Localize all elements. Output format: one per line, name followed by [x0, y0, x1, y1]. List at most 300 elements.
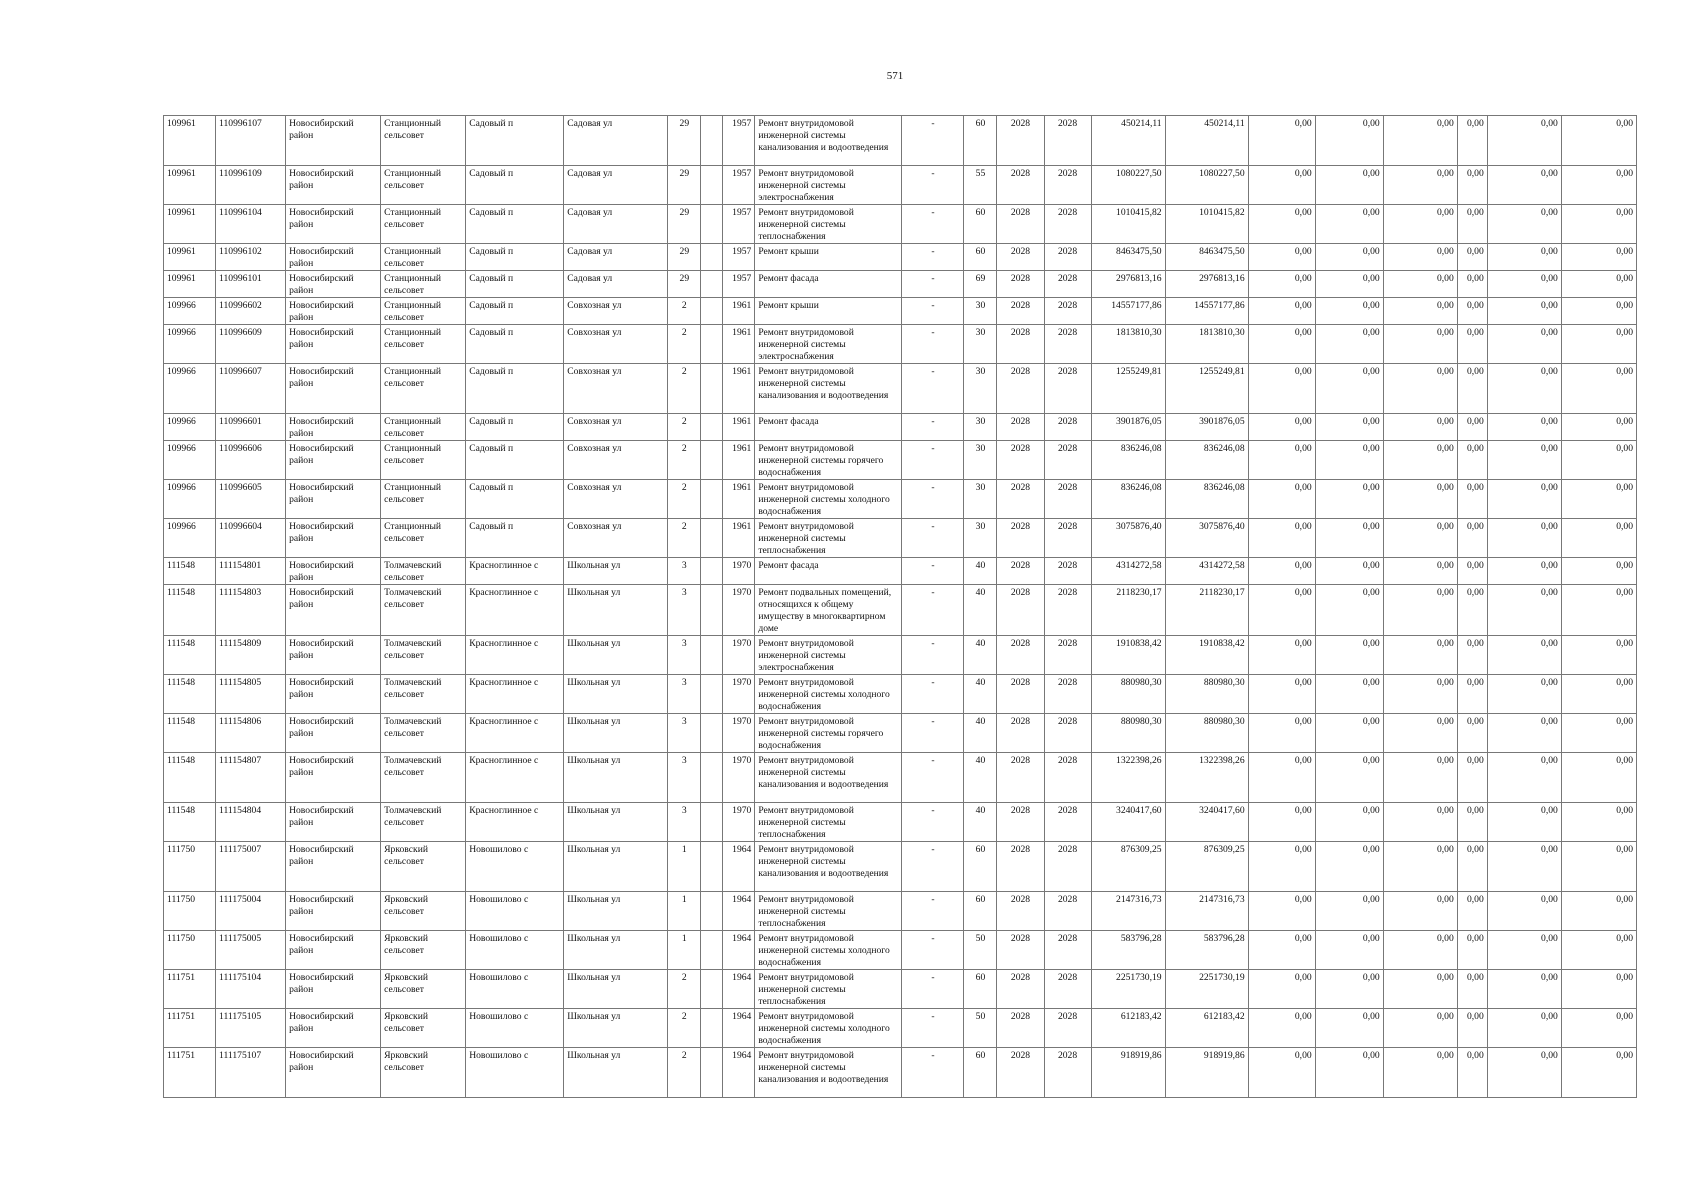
cell-locality: Красноглинное с [466, 675, 564, 714]
cell-value-4: 0,00 [1457, 842, 1487, 892]
table-row [164, 325, 1637, 364]
cell-object-id: 111548 [164, 558, 216, 585]
cell-value-4: 0,00 [1457, 1048, 1487, 1098]
cell-work-type: Ремонт внутридомовой инженерной системы горячего водоснабжения [755, 714, 902, 753]
cell-value-2: 0,00 [1315, 803, 1383, 842]
cell-year: 1957 [723, 244, 755, 271]
cell-value-5: 0,00 [1487, 298, 1561, 325]
cell-district: Новосибирский район [286, 166, 381, 205]
cell-year-end: 2028 [1044, 205, 1091, 244]
cell-sum: 876309,25 [1165, 842, 1248, 892]
cell-object-id: 109966 [164, 519, 216, 558]
cell-year-start: 2028 [997, 519, 1044, 558]
cell-total: 880980,30 [1091, 714, 1165, 753]
table-row [164, 244, 1637, 271]
cell-value-2: 0,00 [1315, 271, 1383, 298]
table-row [164, 441, 1637, 480]
cell-lifespan: 40 [964, 558, 997, 585]
cell-lifespan: 60 [964, 970, 997, 1009]
cell-work-code: 111175004 [216, 892, 286, 931]
cell-street: Садовая ул [564, 166, 668, 205]
cell-district: Новосибирский район [286, 325, 381, 364]
cell-empty [701, 364, 723, 414]
cell-empty [701, 414, 723, 441]
table-row [164, 803, 1637, 842]
cell-council: Станционный сельсовет [381, 364, 466, 414]
cell-value-2: 0,00 [1315, 714, 1383, 753]
cell-total: 3075876,40 [1091, 519, 1165, 558]
cell-year-start: 2028 [997, 441, 1044, 480]
cell-sum: 918919,86 [1165, 1048, 1248, 1098]
cell-dash: - [902, 519, 964, 558]
cell-dash: - [902, 892, 964, 931]
table-row [164, 675, 1637, 714]
cell-locality: Новошилово с [466, 892, 564, 931]
cell-value-6: 0,00 [1561, 753, 1636, 803]
cell-house: 3 [668, 714, 701, 753]
cell-value-3: 0,00 [1383, 116, 1457, 166]
cell-dash: - [902, 558, 964, 585]
cell-dash: - [902, 116, 964, 166]
cell-value-4: 0,00 [1457, 271, 1487, 298]
cell-value-4: 0,00 [1457, 116, 1487, 166]
cell-house: 2 [668, 414, 701, 441]
cell-district: Новосибирский район [286, 480, 381, 519]
cell-street: Садовая ул [564, 116, 668, 166]
cell-value-5: 0,00 [1487, 441, 1561, 480]
cell-sum: 450214,11 [1165, 116, 1248, 166]
cell-value-3: 0,00 [1383, 480, 1457, 519]
cell-dash: - [902, 1048, 964, 1098]
cell-house: 3 [668, 803, 701, 842]
cell-work-code: 111175005 [216, 931, 286, 970]
cell-street: Школьная ул [564, 803, 668, 842]
cell-empty [701, 931, 723, 970]
cell-house: 2 [668, 970, 701, 1009]
cell-house: 1 [668, 892, 701, 931]
cell-value-1: 0,00 [1248, 931, 1315, 970]
cell-locality: Садовый п [466, 364, 564, 414]
cell-value-4: 0,00 [1457, 414, 1487, 441]
cell-lifespan: 40 [964, 636, 997, 675]
cell-value-6: 0,00 [1561, 585, 1636, 636]
cell-empty [701, 1048, 723, 1098]
cell-district: Новосибирский район [286, 441, 381, 480]
cell-value-4: 0,00 [1457, 803, 1487, 842]
cell-value-5: 0,00 [1487, 116, 1561, 166]
cell-value-3: 0,00 [1383, 519, 1457, 558]
cell-value-3: 0,00 [1383, 636, 1457, 675]
cell-empty [701, 970, 723, 1009]
cell-year-start: 2028 [997, 931, 1044, 970]
cell-value-1: 0,00 [1248, 244, 1315, 271]
cell-district: Новосибирский район [286, 519, 381, 558]
cell-value-5: 0,00 [1487, 1048, 1561, 1098]
cell-value-6: 0,00 [1561, 970, 1636, 1009]
cell-dash: - [902, 636, 964, 675]
cell-locality: Садовый п [466, 441, 564, 480]
cell-value-2: 0,00 [1315, 892, 1383, 931]
cell-locality: Садовый п [466, 414, 564, 441]
cell-total: 612183,42 [1091, 1009, 1165, 1048]
table-row [164, 519, 1637, 558]
cell-lifespan: 30 [964, 480, 997, 519]
cell-value-6: 0,00 [1561, 441, 1636, 480]
cell-total: 836246,08 [1091, 441, 1165, 480]
cell-value-1: 0,00 [1248, 753, 1315, 803]
cell-value-4: 0,00 [1457, 244, 1487, 271]
cell-dash: - [902, 842, 964, 892]
cell-value-1: 0,00 [1248, 298, 1315, 325]
cell-empty [701, 636, 723, 675]
cell-year-start: 2028 [997, 1048, 1044, 1098]
cell-lifespan: 55 [964, 166, 997, 205]
cell-year: 1961 [723, 325, 755, 364]
cell-council: Ярковский сельсовет [381, 1009, 466, 1048]
cell-value-3: 0,00 [1383, 675, 1457, 714]
cell-year-end: 2028 [1044, 892, 1091, 931]
cell-value-4: 0,00 [1457, 325, 1487, 364]
cell-dash: - [902, 970, 964, 1009]
cell-work-code: 110996107 [216, 116, 286, 166]
cell-district: Новосибирский район [286, 636, 381, 675]
cell-empty [701, 519, 723, 558]
cell-year: 1964 [723, 1009, 755, 1048]
cell-council: Толмачевский сельсовет [381, 585, 466, 636]
cell-value-2: 0,00 [1315, 166, 1383, 205]
cell-object-id: 109966 [164, 364, 216, 414]
cell-street: Школьная ул [564, 585, 668, 636]
cell-year-end: 2028 [1044, 244, 1091, 271]
cell-lifespan: 30 [964, 298, 997, 325]
cell-dash: - [902, 714, 964, 753]
cell-object-id: 111750 [164, 842, 216, 892]
cell-sum: 583796,28 [1165, 931, 1248, 970]
cell-value-3: 0,00 [1383, 271, 1457, 298]
cell-street: Школьная ул [564, 970, 668, 1009]
cell-year-end: 2028 [1044, 298, 1091, 325]
cell-object-id: 111548 [164, 675, 216, 714]
cell-value-6: 0,00 [1561, 205, 1636, 244]
cell-value-1: 0,00 [1248, 116, 1315, 166]
cell-total: 14557177,86 [1091, 298, 1165, 325]
cell-value-3: 0,00 [1383, 441, 1457, 480]
table-row [164, 480, 1637, 519]
cell-district: Новосибирский район [286, 205, 381, 244]
cell-value-4: 0,00 [1457, 558, 1487, 585]
cell-street: Школьная ул [564, 1048, 668, 1098]
cell-lifespan: 69 [964, 271, 997, 298]
cell-house: 2 [668, 325, 701, 364]
cell-value-6: 0,00 [1561, 1048, 1636, 1098]
cell-locality: Красноглинное с [466, 753, 564, 803]
cell-work-code: 110996601 [216, 414, 286, 441]
cell-dash: - [902, 931, 964, 970]
cell-sum: 612183,42 [1165, 1009, 1248, 1048]
cell-value-4: 0,00 [1457, 931, 1487, 970]
cell-district: Новосибирский район [286, 244, 381, 271]
cell-value-1: 0,00 [1248, 205, 1315, 244]
cell-year-end: 2028 [1044, 675, 1091, 714]
cell-district: Новосибирский район [286, 585, 381, 636]
cell-lifespan: 30 [964, 325, 997, 364]
cell-district: Новосибирский район [286, 414, 381, 441]
cell-council: Станционный сельсовет [381, 414, 466, 441]
cell-total: 1910838,42 [1091, 636, 1165, 675]
cell-value-6: 0,00 [1561, 892, 1636, 931]
cell-sum: 836246,08 [1165, 441, 1248, 480]
cell-total: 1010415,82 [1091, 205, 1165, 244]
cell-district: Новосибирский район [286, 931, 381, 970]
cell-value-3: 0,00 [1383, 558, 1457, 585]
cell-value-2: 0,00 [1315, 116, 1383, 166]
cell-lifespan: 50 [964, 931, 997, 970]
cell-value-4: 0,00 [1457, 519, 1487, 558]
cell-year: 1961 [723, 414, 755, 441]
cell-sum: 4314272,58 [1165, 558, 1248, 585]
cell-work-type: Ремонт крыши [755, 298, 902, 325]
cell-house: 3 [668, 585, 701, 636]
cell-value-3: 0,00 [1383, 414, 1457, 441]
cell-year: 1961 [723, 519, 755, 558]
cell-year: 1964 [723, 842, 755, 892]
cell-sum: 1322398,26 [1165, 753, 1248, 803]
cell-house: 29 [668, 205, 701, 244]
cell-value-2: 0,00 [1315, 753, 1383, 803]
cell-empty [701, 116, 723, 166]
cell-district: Новосибирский район [286, 364, 381, 414]
cell-locality: Красноглинное с [466, 558, 564, 585]
cell-council: Станционный сельсовет [381, 519, 466, 558]
cell-total: 2976813,16 [1091, 271, 1165, 298]
cell-year-end: 2028 [1044, 271, 1091, 298]
cell-total: 583796,28 [1091, 931, 1165, 970]
cell-value-4: 0,00 [1457, 970, 1487, 1009]
cell-lifespan: 40 [964, 714, 997, 753]
cell-work-code: 110996109 [216, 166, 286, 205]
table-row [164, 714, 1637, 753]
cell-work-code: 111154809 [216, 636, 286, 675]
table-row [164, 558, 1637, 585]
cell-value-1: 0,00 [1248, 1009, 1315, 1048]
cell-total: 450214,11 [1091, 116, 1165, 166]
cell-empty [701, 244, 723, 271]
cell-council: Толмачевский сельсовет [381, 714, 466, 753]
cell-value-1: 0,00 [1248, 480, 1315, 519]
cell-dash: - [902, 480, 964, 519]
cell-year: 1970 [723, 753, 755, 803]
cell-value-1: 0,00 [1248, 636, 1315, 675]
cell-value-6: 0,00 [1561, 166, 1636, 205]
cell-year-end: 2028 [1044, 519, 1091, 558]
cell-value-2: 0,00 [1315, 931, 1383, 970]
cell-street: Совхозная ул [564, 519, 668, 558]
cell-value-2: 0,00 [1315, 1048, 1383, 1098]
cell-value-1: 0,00 [1248, 519, 1315, 558]
cell-year-end: 2028 [1044, 931, 1091, 970]
cell-work-code: 111175104 [216, 970, 286, 1009]
cell-year: 1957 [723, 205, 755, 244]
cell-value-6: 0,00 [1561, 298, 1636, 325]
cell-council: Толмачевский сельсовет [381, 675, 466, 714]
cell-district: Новосибирский район [286, 1048, 381, 1098]
cell-value-4: 0,00 [1457, 753, 1487, 803]
cell-work-code: 111175105 [216, 1009, 286, 1048]
cell-value-4: 0,00 [1457, 205, 1487, 244]
cell-value-1: 0,00 [1248, 585, 1315, 636]
cell-street: Школьная ул [564, 1009, 668, 1048]
cell-value-2: 0,00 [1315, 675, 1383, 714]
cell-locality: Новошилово с [466, 842, 564, 892]
cell-value-1: 0,00 [1248, 842, 1315, 892]
cell-street: Школьная ул [564, 753, 668, 803]
table-row [164, 970, 1637, 1009]
cell-sum: 880980,30 [1165, 675, 1248, 714]
repair-program-table [163, 115, 1637, 1098]
cell-year-end: 2028 [1044, 803, 1091, 842]
cell-empty [701, 441, 723, 480]
cell-value-3: 0,00 [1383, 753, 1457, 803]
cell-year-start: 2028 [997, 803, 1044, 842]
cell-value-2: 0,00 [1315, 519, 1383, 558]
cell-total: 836246,08 [1091, 480, 1165, 519]
cell-street: Школьная ул [564, 842, 668, 892]
cell-value-5: 0,00 [1487, 892, 1561, 931]
cell-council: Станционный сельсовет [381, 116, 466, 166]
cell-street: Школьная ул [564, 931, 668, 970]
cell-value-6: 0,00 [1561, 414, 1636, 441]
cell-value-5: 0,00 [1487, 519, 1561, 558]
cell-house: 2 [668, 441, 701, 480]
cell-house: 2 [668, 298, 701, 325]
cell-value-6: 0,00 [1561, 325, 1636, 364]
cell-council: Станционный сельсовет [381, 205, 466, 244]
cell-object-id: 111751 [164, 1048, 216, 1098]
cell-lifespan: 30 [964, 441, 997, 480]
cell-value-2: 0,00 [1315, 636, 1383, 675]
cell-object-id: 109966 [164, 441, 216, 480]
cell-value-5: 0,00 [1487, 675, 1561, 714]
cell-lifespan: 30 [964, 364, 997, 414]
cell-council: Станционный сельсовет [381, 480, 466, 519]
cell-total: 4314272,58 [1091, 558, 1165, 585]
cell-year-end: 2028 [1044, 970, 1091, 1009]
cell-work-type: Ремонт внутридомовой инженерной системы холодного водоснабжения [755, 675, 902, 714]
cell-value-3: 0,00 [1383, 244, 1457, 271]
cell-work-type: Ремонт внутридомовой инженерной системы теплоснабжения [755, 970, 902, 1009]
cell-sum: 3901876,05 [1165, 414, 1248, 441]
cell-year-start: 2028 [997, 1009, 1044, 1048]
cell-year-end: 2028 [1044, 166, 1091, 205]
cell-dash: - [902, 244, 964, 271]
cell-empty [701, 675, 723, 714]
cell-work-type: Ремонт внутридомовой инженерной системы холодного водоснабжения [755, 931, 902, 970]
cell-total: 8463475,50 [1091, 244, 1165, 271]
cell-value-5: 0,00 [1487, 480, 1561, 519]
cell-year-end: 2028 [1044, 325, 1091, 364]
cell-dash: - [902, 585, 964, 636]
cell-district: Новосибирский район [286, 298, 381, 325]
cell-work-type: Ремонт крыши [755, 244, 902, 271]
cell-value-6: 0,00 [1561, 714, 1636, 753]
cell-year-start: 2028 [997, 585, 1044, 636]
cell-value-4: 0,00 [1457, 675, 1487, 714]
cell-year: 1957 [723, 271, 755, 298]
cell-object-id: 111548 [164, 714, 216, 753]
cell-value-3: 0,00 [1383, 803, 1457, 842]
cell-district: Новосибирский район [286, 558, 381, 585]
cell-street: Совхозная ул [564, 364, 668, 414]
table-row [164, 892, 1637, 931]
cell-year-end: 2028 [1044, 1048, 1091, 1098]
cell-value-1: 0,00 [1248, 166, 1315, 205]
table-row [164, 364, 1637, 414]
table-row [164, 166, 1637, 205]
cell-empty [701, 803, 723, 842]
cell-district: Новосибирский район [286, 271, 381, 298]
cell-year: 1970 [723, 636, 755, 675]
cell-value-2: 0,00 [1315, 414, 1383, 441]
cell-lifespan: 40 [964, 803, 997, 842]
cell-value-1: 0,00 [1248, 271, 1315, 298]
cell-council: Ярковский сельсовет [381, 970, 466, 1009]
cell-house: 2 [668, 1009, 701, 1048]
cell-year-start: 2028 [997, 480, 1044, 519]
cell-lifespan: 40 [964, 585, 997, 636]
table-row [164, 636, 1637, 675]
cell-value-2: 0,00 [1315, 480, 1383, 519]
cell-year: 1970 [723, 714, 755, 753]
cell-lifespan: 60 [964, 116, 997, 166]
cell-value-6: 0,00 [1561, 244, 1636, 271]
cell-district: Новосибирский район [286, 714, 381, 753]
cell-empty [701, 714, 723, 753]
cell-total: 2251730,19 [1091, 970, 1165, 1009]
cell-value-3: 0,00 [1383, 298, 1457, 325]
cell-year-start: 2028 [997, 325, 1044, 364]
cell-sum: 3075876,40 [1165, 519, 1248, 558]
cell-value-2: 0,00 [1315, 970, 1383, 1009]
cell-value-6: 0,00 [1561, 480, 1636, 519]
cell-lifespan: 60 [964, 205, 997, 244]
cell-council: Толмачевский сельсовет [381, 636, 466, 675]
cell-object-id: 111548 [164, 636, 216, 675]
cell-year-start: 2028 [997, 205, 1044, 244]
cell-council: Ярковский сельсовет [381, 931, 466, 970]
cell-year-end: 2028 [1044, 585, 1091, 636]
cell-street: Школьная ул [564, 714, 668, 753]
cell-sum: 2251730,19 [1165, 970, 1248, 1009]
cell-object-id: 111750 [164, 931, 216, 970]
table-row [164, 1009, 1637, 1048]
cell-object-id: 109966 [164, 298, 216, 325]
cell-object-id: 111750 [164, 892, 216, 931]
cell-value-3: 0,00 [1383, 325, 1457, 364]
cell-year: 1961 [723, 364, 755, 414]
cell-value-3: 0,00 [1383, 1048, 1457, 1098]
cell-work-code: 110996604 [216, 519, 286, 558]
cell-value-5: 0,00 [1487, 714, 1561, 753]
cell-work-code: 110996104 [216, 205, 286, 244]
cell-year-end: 2028 [1044, 364, 1091, 414]
cell-value-2: 0,00 [1315, 244, 1383, 271]
cell-locality: Садовый п [466, 244, 564, 271]
cell-year-start: 2028 [997, 116, 1044, 166]
cell-value-2: 0,00 [1315, 558, 1383, 585]
cell-object-id: 109961 [164, 116, 216, 166]
cell-work-type: Ремонт подвальных помещений, относящихся к общему имуществу в многоквартирном доме [755, 585, 902, 636]
cell-sum: 8463475,50 [1165, 244, 1248, 271]
